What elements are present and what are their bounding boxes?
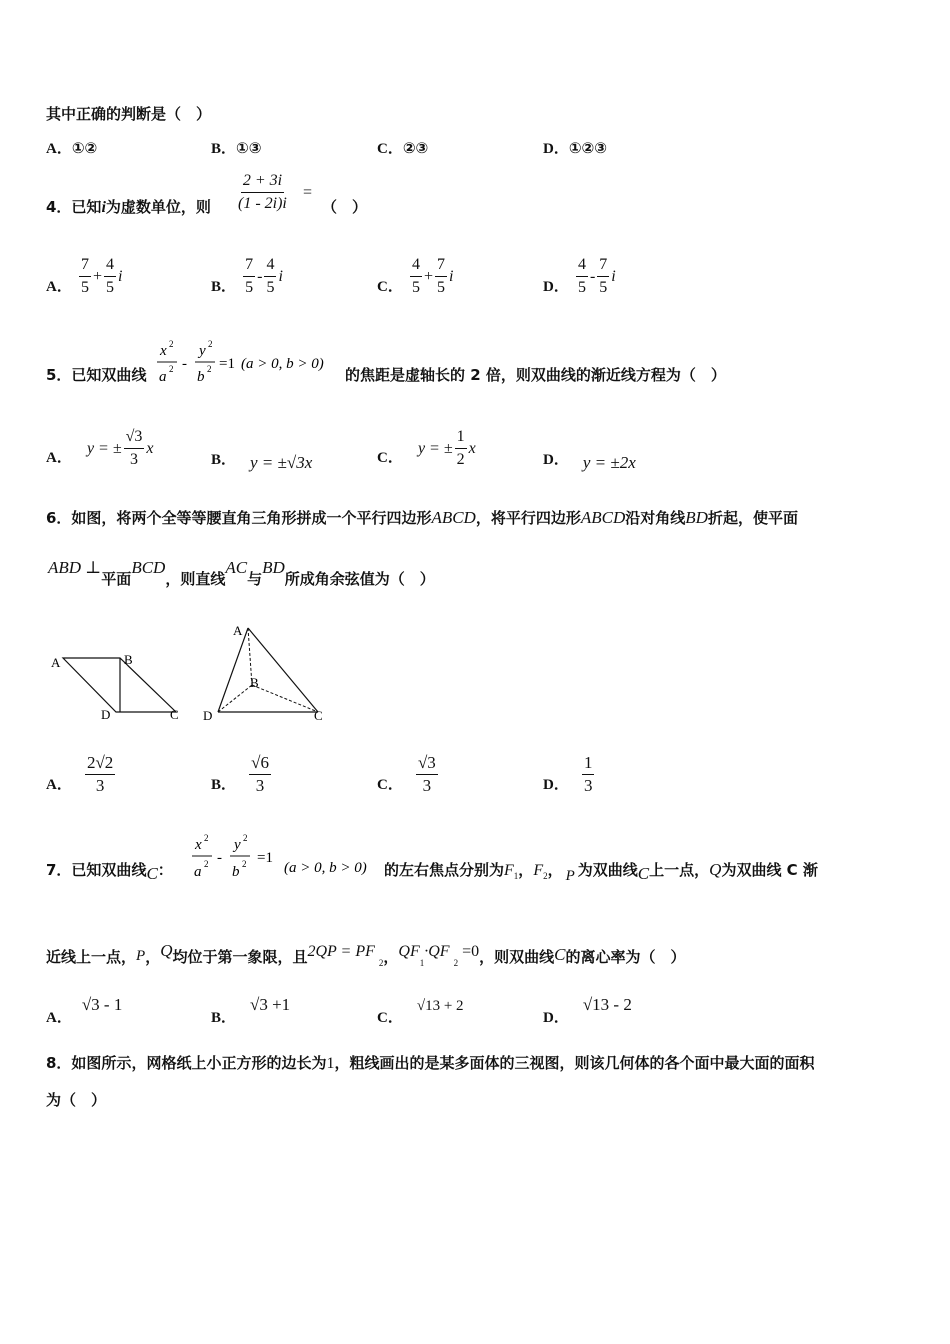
q7-x-sq: 2 (204, 833, 209, 843)
q6-option-d[interactable]: D． $\frac{1}{3}$ (543, 753, 593, 795)
q7-a: a (194, 864, 202, 880)
q4-option-c[interactable]: C． $\frac{4}{5}$ + $\frac{7}{5}$ i (377, 256, 454, 296)
q6-option-c[interactable]: C． $\frac{√3}{3}$ (377, 753, 436, 795)
q5-hyperbola-equation (155, 338, 350, 388)
q7-option-d[interactable]: D．√13 - 2 (543, 995, 632, 1026)
q4-expression (234, 170, 291, 215)
q7-condition: (a > 0, b > 0) (284, 860, 367, 876)
q5-y-sq: 2 (208, 339, 213, 349)
q8-line1: 8．如图所示，网格纸上小正方形的边长为1，粗线画出的是某多面体的三视图，则该几何体的各个面中最大面的面积 (46, 1054, 815, 1072)
q5-rhs: =1 (219, 356, 235, 372)
q5-b: b (197, 369, 205, 385)
q4-denominator: (1 - 2i)i (238, 195, 287, 212)
edge-ad (218, 628, 248, 712)
q4-option-a[interactable]: A． $\frac{7}{5}$ + $\frac{4}{5}$ i (46, 256, 123, 296)
fig1-label-b: B (124, 652, 133, 667)
q7-a-sq: 2 (204, 859, 209, 869)
q7-stem-rest: 的左右焦点分别为$F_1$，$F_2$， P 为双曲线C上一点，Q为双曲线 C 渐 (384, 860, 818, 884)
q7-prefix: 7．已知双曲线C： (46, 861, 173, 883)
q5-x-sq: 2 (169, 339, 174, 349)
q7-x: x (195, 837, 202, 853)
q6-figure-tetrahedron (200, 620, 335, 725)
q7-minus: - (217, 850, 222, 866)
q6-option-b[interactable]: B． $\frac{√6}{3}$ (211, 753, 269, 795)
q5-condition: (a > 0, b > 0) (241, 356, 324, 372)
q5-option-b[interactable]: B． y = ±√3x (211, 452, 313, 472)
fig1-label-a: A (51, 655, 61, 670)
q5-y: y (199, 343, 206, 359)
q7-hyperbola-equation (190, 832, 390, 884)
q7-y: y (234, 837, 241, 853)
q3-option-d[interactable]: D．①②③ (543, 139, 607, 157)
q6-figure-parallelogram (48, 650, 188, 725)
q5-b-sq: 2 (207, 364, 212, 374)
q5-x: x (160, 343, 167, 359)
q4-stem: 4．已知i为虚数单位，则 (46, 198, 211, 216)
q4-equals: = (303, 184, 313, 201)
q3-option-c[interactable]: C．②③ (377, 139, 429, 157)
q5-a: a (159, 369, 167, 385)
fig2-label-b: B (250, 675, 259, 690)
q7-b-sq: 2 (242, 859, 247, 869)
q4-option-b[interactable]: B． $\frac{7}{5}$ - $\frac{4}{5}$ i (211, 256, 283, 296)
q6-option-a[interactable]: A． $\frac{2√2}{3}$ (46, 753, 114, 795)
q3-option-a[interactable]: A．①② (46, 139, 98, 157)
edge-ac (248, 628, 318, 712)
q4-option-d[interactable]: D． $\frac{4}{5}$ - $\frac{7}{5}$ i (543, 256, 616, 296)
q5-option-d[interactable]: D． y = ±2x (543, 452, 636, 472)
fig2-label-c: C (314, 708, 323, 723)
q4-answer-blank: （ ） (322, 198, 368, 216)
q7-option-b[interactable]: B．√3 +1 (211, 995, 291, 1026)
q6-line2: ABD ⊥平面BCD，则直线AC与BD所成角余弦值为（ ） (48, 558, 435, 588)
q3-prompt: 其中正确的判断是（ ） (46, 105, 212, 123)
q3-option-b[interactable]: B．①③ (211, 139, 262, 157)
q5-option-c[interactable]: C． y = ± $\frac{1}{2}$ x (377, 428, 476, 468)
q7-line2: 近线上一点，P，Q均位于第一象限，且$2QP = PF_2$，$QF_1\cdot QF_2=0$，则双曲线C的离心率为（ ） (46, 941, 686, 969)
q5-option-a[interactable]: A． y = ± $\frac{√3}{3}$ x (46, 428, 154, 468)
q7-y-sq: 2 (243, 833, 248, 843)
fig2-label-d: D (203, 708, 213, 723)
fig1-label-c: C (170, 707, 179, 722)
q5-a-sq: 2 (169, 364, 174, 374)
q5-prefix: 5．已知双曲线 (46, 366, 147, 384)
fig1-label-d: D (101, 707, 111, 722)
q7-option-a[interactable]: A．√3 - 1 (46, 995, 123, 1026)
q4-numerator: 2 + 3i (241, 170, 284, 193)
fig2-label-a: A (233, 623, 243, 638)
q7-b: b (232, 864, 240, 880)
q7-option-c[interactable]: C．√13 + 2 (377, 998, 464, 1026)
q7-rhs: =1 (257, 850, 273, 866)
q5-minus: - (182, 356, 187, 372)
q8-line2: 为（ ） (46, 1091, 107, 1109)
edge-bc (252, 685, 318, 712)
q6-line1: 6．如图，将两个全等等腰直角三角形拼成一个平行四边形ABCD，将平行四边形ABCD沿对角线BD折起，使平面 (46, 508, 798, 527)
q5-suffix: 的焦距是虚轴长的 2 倍，则双曲线的渐近线方程为（ ） (345, 366, 726, 384)
